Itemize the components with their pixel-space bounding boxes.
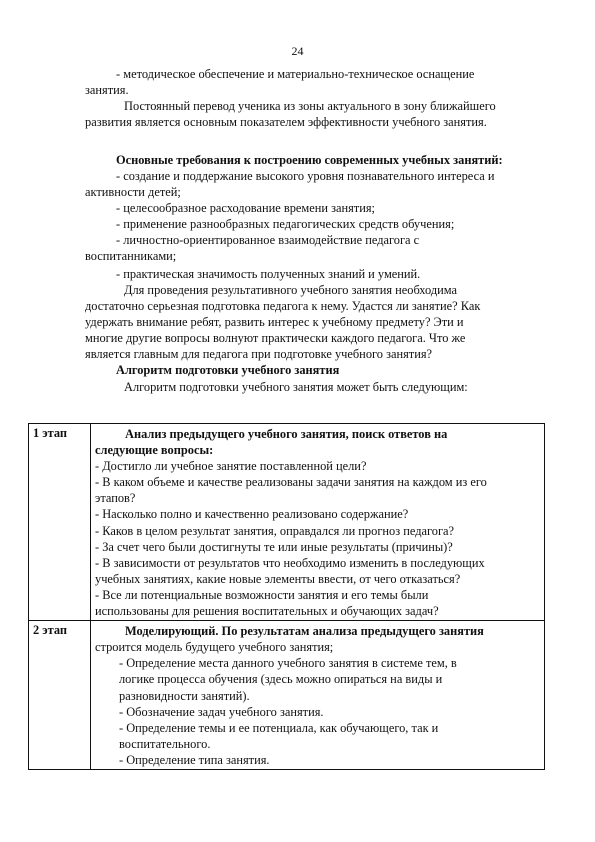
stage-heading: следующие вопросы: [95,443,214,458]
list-item: - применение разнообразных педагогических средств обучения; [116,217,455,231]
stage-line: логике процесса обучения (здесь можно опираться на виды и [119,672,443,687]
text-line: удержать внимание ребят, развить интерес к учебному предмету? Эти и [85,315,464,329]
text-line: активности детей; [85,185,181,199]
stage-line: разновидности занятий). [119,688,250,703]
text-line: - методическое обеспечение и материально-техническое оснащение [116,67,475,81]
stage-label: 1 этап [29,424,91,621]
text-line: Алгоритм подготовки учебного занятия может быть следующим: [124,380,468,394]
text-line: развития является основным показателем эффективности учебного занятия. [85,115,487,129]
stage-label: 2 этап [29,621,91,770]
section-heading: Алгоритм подготовки учебного занятия [116,363,340,377]
stage-line: использованы для решения воспитательных и обучающих задач? [95,604,439,619]
text-line: является главным для педагога при подготовке учебного занятия? [85,347,433,361]
text-line: занятия. [85,83,129,97]
stage-heading: Анализ предыдущего учебного занятия, поиск ответов на [125,427,448,441]
section-heading: Основные требования к построению современных учебных занятий: [116,153,503,167]
stage-heading: Моделирующий. По результатам анализа предыдущего занятия [125,624,484,639]
stage-line: учебных занятиях, какие новые элементы ввести, от чего отказаться? [95,571,461,586]
page-number: 24 [291,44,304,58]
text-line: Постоянный перевод ученика из зоны актуального в зону ближайшего [124,99,496,113]
stage-line: - Обозначение задач учебного занятия. [119,704,324,719]
text-line: воспитанниками; [85,249,177,263]
table-row [29,424,545,621]
list-item: - создание и поддержание высокого уровня познавательного интереса и [116,169,495,183]
stage-line: - Определение темы и ее потенциала, как обучающего, так и [119,720,439,735]
stage-line: - Насколько полно и качественно реализовано содержание? [95,507,409,522]
stage-line: - Достигло ли учебное занятие поставленной цели? [95,459,367,474]
table-row [29,621,545,770]
list-item: - практическая значимость полученных знаний и умений. [116,267,421,281]
stage-line: - Определение места данного учебного занятия в системе тем, в [119,656,457,671]
stage-description [91,621,545,770]
stage-description [91,424,545,621]
stages-table [28,423,545,770]
stage-line: - За счет чего были достигнуты те или иные результаты (причины)? [95,539,453,554]
stage-line: воспитательного. [119,736,211,751]
stage-line: - Все ли потенциальные возможности занятия и его темы были [95,587,429,602]
list-item: - целесообразное расходование времени занятия; [116,201,375,215]
stage-line: - Каков в целом результат занятия, оправдался ли прогноз педагога? [95,523,455,538]
text-line: многие другие вопросы волнуют практически каждого педагога. Что же [85,331,466,345]
stage-line: - Определение типа занятия. [119,752,270,767]
stage-line: - В зависимости от результатов что необходимо изменить в последующих [95,555,485,570]
stage-line: - В каком объеме и качестве реализованы задачи занятия на каждом из его [95,475,487,490]
text-line: Для проведения результативного учебного занятия необходима [124,283,458,297]
text-line: достаточно серьезная подготовка педагога к нему. Удастся ли занятие? Как [85,299,481,313]
stage-line: этапов? [95,491,136,506]
list-item: - личностно-ориентированное взаимодействие педагога с [116,233,420,247]
stage-line: строится модель будущего учебного занятия; [95,640,334,655]
